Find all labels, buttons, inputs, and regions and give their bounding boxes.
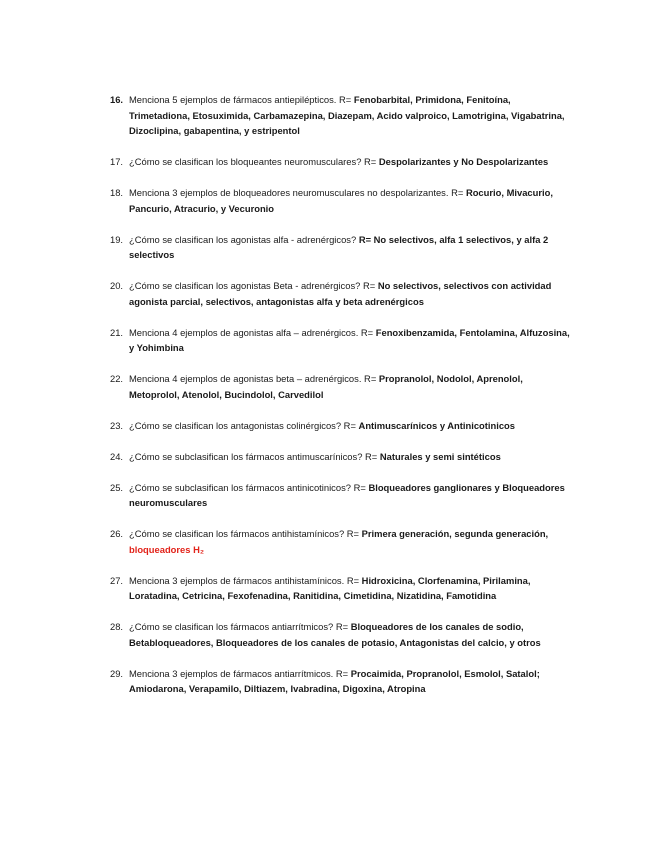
question-item — [110, 278, 570, 309]
question-item — [110, 526, 570, 557]
question-text: ¿Cómo se clasifican los fármacos antihistamínicos? R= — [129, 528, 362, 539]
question-text: ¿Cómo se clasifican los fármacos antiarrítmicos? R= — [129, 621, 351, 632]
question-number: 20. — [110, 280, 124, 291]
question-number: 17. — [110, 156, 124, 167]
question-number: 25. — [110, 481, 124, 493]
question-item — [110, 154, 570, 170]
question-number: 21. — [110, 326, 124, 338]
question-text: ¿Cómo se clasifican los antagonistas colinérgicos? R= — [129, 419, 359, 431]
answer-text: Naturales y semi sintéticos — [379, 450, 501, 462]
question-text: ¿Cómo se subclasifican los fármacos antimuscarínicos? R= — [129, 450, 380, 462]
question-item — [110, 232, 570, 263]
question-list — [110, 92, 570, 712]
question-text: ¿Cómo se subclasifican los fármacos antinicotinicos? R= — [129, 481, 369, 493]
answer-text: Primera generación, segunda generación, — [361, 528, 549, 539]
question-item — [110, 619, 570, 650]
answer-text: Fenoxibenzamida, Fentolamina, Alfuzosina, y Yohimbina — [129, 326, 570, 353]
question-text: ¿Cómo se clasifican los bloqueantes neuromusculares? R= — [129, 156, 379, 167]
question-number: 26. — [110, 528, 124, 539]
question-text: ¿Cómo se clasifican los agonistas alfa - adrenérgicos? — [129, 233, 359, 245]
answer-text: No selectivos, selectivos con actividad agonista parcial, selectivos, antagonistas alfa y beta adrenérgicos — [129, 280, 552, 307]
question-item — [110, 573, 570, 604]
question-number: 22. — [110, 373, 124, 384]
answer-text: Bloqueadores ganglionares y Bloqueadores neuromusculares — [129, 481, 565, 508]
question-number: 23. — [110, 419, 124, 431]
question-item — [110, 185, 570, 216]
question-item — [110, 449, 570, 465]
answer-text: Propranolol, Nodolol, Aprenolol, Metoprolol, Atenolol, Bucindolol, Carvedilol — [129, 373, 523, 400]
question-text: ¿Cómo se clasifican los agonistas Beta - adrenérgicos? R= — [129, 280, 378, 291]
question-item — [110, 666, 570, 697]
answer-text: Bloqueadores de los canales de sodio, Betabloqueadores, Bloqueadores de los canales de potasio, Antagonistas del calcio, y otros — [129, 621, 541, 648]
question-item — [110, 480, 570, 511]
answer-text: Antimuscarínicos y Antinicotinicos — [358, 419, 515, 431]
question-text: Menciona 3 ejemplos de fármacos antihistamínicos. R= — [129, 574, 362, 586]
question-number: 18. — [110, 187, 124, 198]
answer-text: R= No selectivos, alfa 1 selectivos, y alfa 2 selectivos — [129, 233, 549, 260]
answer-text: Fenobarbital, Primidona, Fenitoína, Trimetadiona, Etosuximida, Carbamazepina, Diazepam, Acido valproico, Lamotrigina, Vigabatrina, Dizoclipina, gabapentina, y estripentol — [129, 94, 565, 136]
question-text: Menciona 4 ejemplos de agonistas alfa – adrenérgicos. R= — [129, 326, 376, 338]
question-number: 16. — [110, 94, 124, 105]
question-number: 28. — [110, 621, 124, 632]
question-number: 24. — [110, 450, 124, 462]
question-text: Menciona 5 ejemplos de fármacos antiepilépticos. R= — [129, 94, 354, 105]
question-number: 27. — [110, 574, 124, 586]
answer-text: Despolarizantes y No Despolarizantes — [378, 156, 549, 167]
answer-highlight: bloqueadores H₂ — [129, 543, 205, 555]
answer-text: Hidroxicina, Clorfenamina, Pirilamina, Loratadina, Cetricina, Fexofenadina, Ranitidina, Cimetidina, Nizatidina, Famotidina — [129, 574, 531, 601]
question-item — [110, 418, 570, 434]
question-item — [110, 371, 570, 402]
question-text: Menciona 3 ejemplos de fármacos antiarrítmicos. R= — [129, 667, 351, 679]
question-item — [110, 325, 570, 356]
question-text: Menciona 3 ejemplos de bloqueadores neuromusculares no despolarizantes. R= — [129, 187, 466, 198]
answer-text: Rocurio, Mivacurio, Pancurio, Atracurio, y Vecuronio — [129, 187, 553, 214]
question-number: 29. — [110, 667, 124, 679]
question-item — [110, 92, 570, 139]
question-number: 19. — [110, 233, 124, 245]
question-text: Menciona 4 ejemplos de agonistas beta – adrenérgicos. R= — [129, 373, 379, 384]
answer-text: Procaimida, Propranolol, Esmolol, Satalol; Amiodarona, Verapamilo, Diltiazem, Ivabradina, Digoxina, Atropina — [129, 667, 540, 694]
